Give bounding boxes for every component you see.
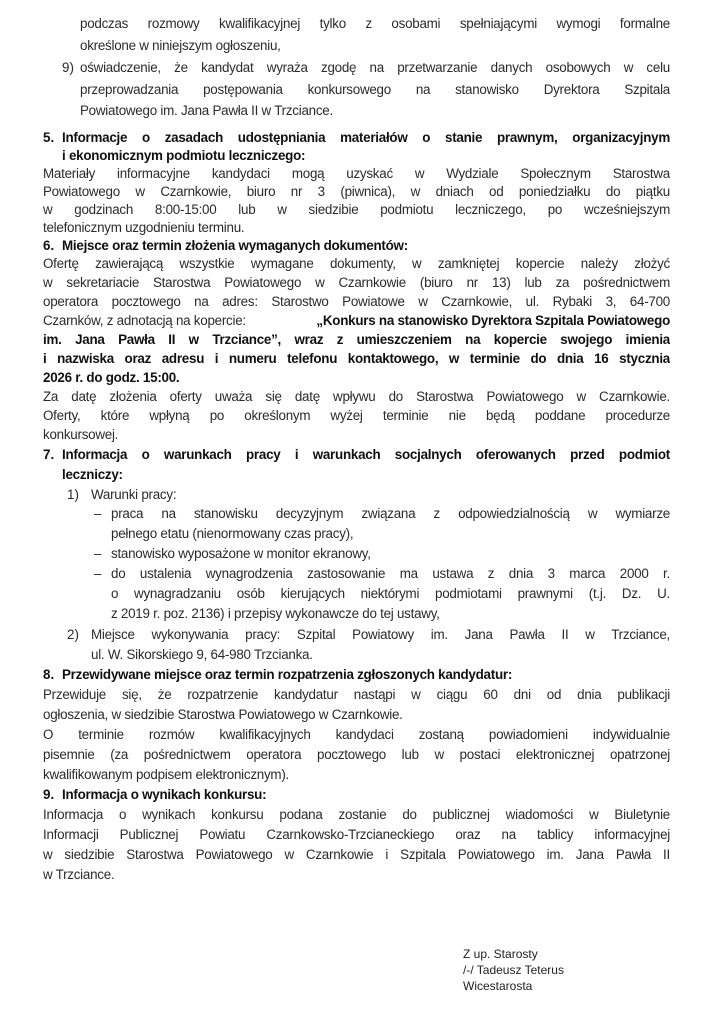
section-7-number: 7. [43, 447, 55, 462]
dash-icon: – [94, 546, 102, 561]
section-5-body-line-2: Powiatowego w Czarnkowie, biuro nr 3 (piwnica), w dniach od poniedziałku do piątku [43, 184, 670, 199]
item-9-number: 9) [62, 60, 74, 75]
dash-icon: – [94, 506, 102, 521]
section-7-sub-1-number: 1) [67, 487, 79, 502]
section-8-body-line-2: ogłoszenia, w siedzibie Starostwa Powiatowego w Czarnkowie. [43, 707, 403, 722]
section-8-body-line-5: kwalifikowanym podpisem elektronicznym). [43, 767, 289, 782]
item-9-line-2: przeprowadzania postępowania konkursowego na stanowisko Dyrektora Szpitala [80, 82, 670, 97]
section-6-after-line-3: konkursowej. [43, 427, 119, 442]
item-9-line-1: oświadczenie, że kandydat wyraża zgodę na przetwarzanie danych osobowych w celu [80, 60, 670, 75]
bullet-1-line-1: praca na stanowisku decyzyjnym związana z odpowiedzialnością w wymiarze [111, 506, 670, 521]
bullet-3-line-2: o wynagradzaniu osób kierujących niektórymi podmiotami prawnymi (t.j. Dz. U. [111, 586, 670, 601]
section-5-heading-line-1: Informacje o zasadach udostępniania materiałów o stanie prawnym, organizacyjnym [62, 130, 670, 145]
section-6-body-line-1: Ofertę zawierającą wszystkie wymagane dokumenty, w zamkniętej kopercie należy złożyć [43, 256, 670, 271]
section-9-body-line-2: Informacji Publicznej Powiatu Czarnkowsko-Trzcianeckiego oraz na tablicy informacyjnej [43, 827, 670, 842]
section-7-heading-line-1: Informacja o warunkach pracy i warunkach socjalnych oferowanych przed podmiot [62, 447, 670, 462]
signature-title: Wicestarosta [463, 979, 533, 993]
section-8-body-line-1: Przewiduje się, że rozpatrzenie kandydatur nastąpi w ciągu 60 dni od dnia publikacji [43, 687, 670, 702]
section-5-body-line-3: w godzinach 8:00-15:00 lub w siedzibie podmiotu leczniczego, po wcześniejszym [43, 202, 670, 217]
section-6-number: 6. [43, 238, 55, 253]
section-6-after-line-1: Za datę złożenia oferty uważa się datę wpływu do Starostwa Powiatowego w Czarnkowie. [43, 389, 670, 404]
bullet-1-line-2: pełnego etatu (nienormowany czas pracy), [111, 526, 354, 541]
section-8-body-line-4: pisemnie (za pośrednictwem operatora pocztowego lub w postaci elektronicznej opatrzonej [43, 747, 670, 762]
section-6-mixed-line [43, 312, 670, 330]
section-9-heading: Informacja o wynikach konkursu: [62, 787, 267, 802]
section-8-number: 8. [43, 667, 55, 682]
intro-line-2: określone w niniejszym ogłoszeniu, [80, 38, 281, 53]
bullet-3-line-3: z 2019 r. poz. 2136) i przepisy wykonawcze do tej ustawy, [111, 606, 440, 621]
section-7-sub-2-number: 2) [67, 627, 79, 642]
bullet-3-line-1: do ustalenia wynagrodzenia zastosowanie ma ustawa z dnia 3 marca 2000 r. [111, 566, 670, 581]
section-5-heading-line-2: i ekonomicznym podmiotu leczniczego: [62, 148, 306, 163]
section-8-heading: Przewidywane miejsce oraz termin rozpatrzenia zgłoszonych kandydatur: [62, 667, 513, 682]
section-8-body-line-3: O terminie rozmów kwalifikacyjnych kandydaci zostaną powiadomieni indywidualnie [43, 727, 670, 742]
intro-line-1: podczas rozmowy kwalifikacyjnej tylko z osobami spełniającymi wymogi formalne [80, 16, 670, 31]
section-7-heading-line-2: leczniczy: [62, 467, 123, 482]
section-6-envelope-title: „Konkurs na stanowisko Dyrektora Szpitala Powiatowego [316, 313, 670, 328]
section-6-body-line-3: operatora pocztowego na adres: Starostwo Powiatowe w Czarnkowie, ul. Rybaki 3, 64-700 [43, 294, 670, 309]
signature-name: /-/ Tadeusz Teterus [463, 963, 564, 977]
section-6-deadline-line: 2026 r. do godz. 15:00. [43, 370, 180, 385]
section-6-bold-line-2: i nazwiska oraz adresu i numeru telefonu kontaktowego, w terminie do dnia 16 stycznia [43, 351, 670, 366]
section-6-after-line-2: Oferty, które wpłyną po określonym wyżej terminie nie będą poddane procedurze [43, 408, 670, 423]
section-6-body-line-2: w sekretariacie Starostwa Powiatowego w Czarnkowie (biuro nr 13) lub za pośrednictwem [43, 275, 670, 290]
item-9-line-3: Powiatowego im. Jana Pawła II w Trzciance. [80, 103, 333, 118]
section-7-sub-2-line-1: Miejsce wykonywania pracy: Szpital Powiatowy im. Jana Pawła II w Trzciance, [91, 627, 670, 642]
bullet-2-line-1: stanowisko wyposażone w monitor ekranowy, [111, 546, 371, 561]
section-9-body-line-1: Informacja o wynikach konkursu podana zostanie do publicznej wiadomości w Biuletynie [43, 807, 670, 822]
section-5-number: 5. [43, 130, 55, 145]
section-9-body-line-3: w siedzibie Starostwa Powiatowego w Czarnkowie i Szpitala Powiatowego im. Jana Pawła II [43, 847, 670, 862]
section-5-body-line-4: telefonicznym uzgodnieniu terminu. [43, 220, 245, 235]
section-6-heading: Miejsce oraz termin złożenia wymaganych dokumentów: [62, 238, 408, 253]
section-5-body-line-1: Materiały informacyjne kandydaci mogą uzyskać w Wydziale Społecznym Starostwa [43, 166, 670, 181]
section-9-number: 9. [43, 787, 55, 802]
dash-icon: – [94, 566, 102, 581]
section-6-mixed-normal: Czarnków, z adnotacją na kopercie: [43, 313, 250, 328]
section-6-bold-line-1: im. Jana Pawła II w Trzciance”, wraz z umieszczeniem na kopercie swojego imienia [43, 332, 670, 347]
signature-authorization: Z up. Starosty [463, 947, 538, 961]
section-7-sub-2-line-2: ul. W. Sikorskiego 9, 64-980 Trzcianka. [91, 647, 313, 662]
section-9-body-line-4: w Trzciance. [43, 867, 115, 882]
section-7-sub-1-label: Warunki pracy: [91, 487, 177, 502]
